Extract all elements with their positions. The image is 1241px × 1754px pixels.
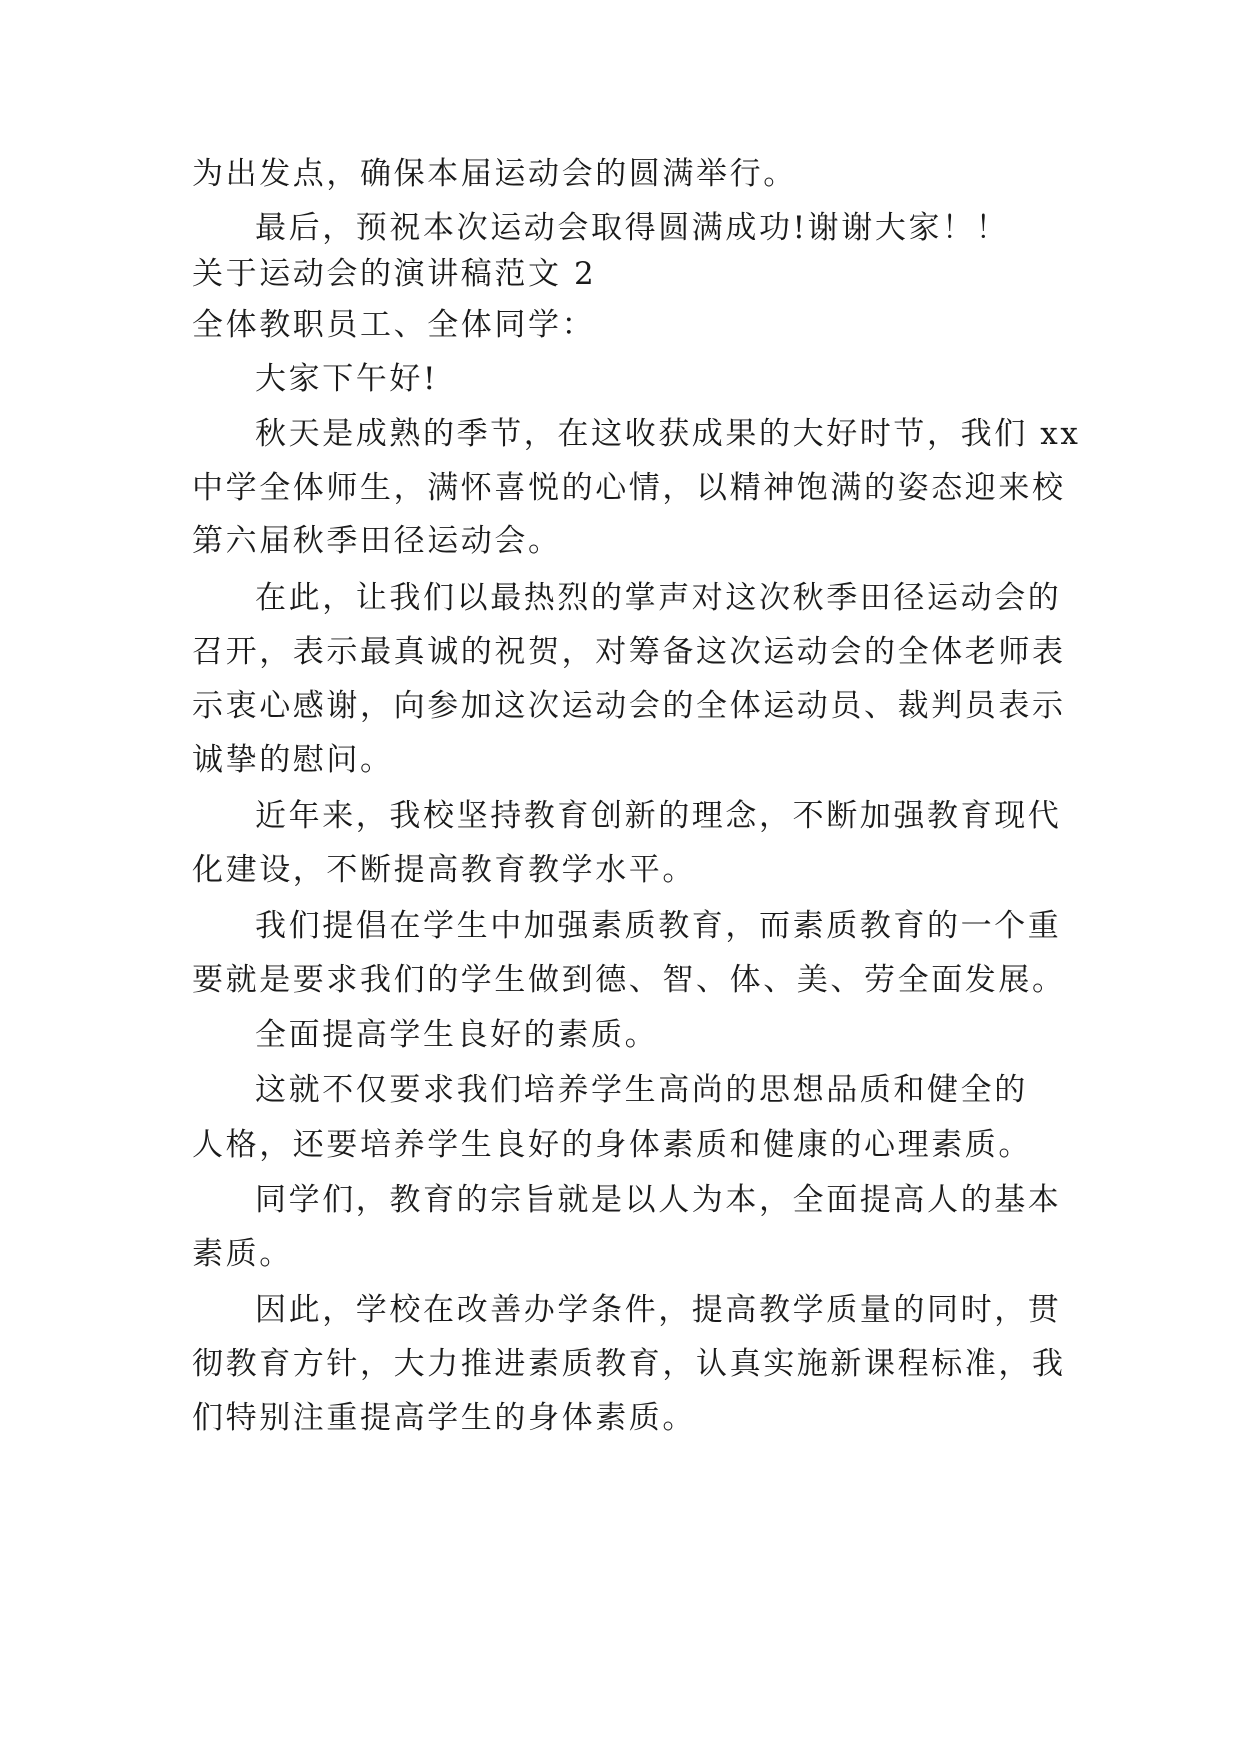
text-line: 为出发点，确保本届运动会的圆满举行。 bbox=[192, 156, 797, 192]
text-line: 第六届秋季田径运动会。 bbox=[192, 523, 562, 559]
text-line: 秋天是成熟的季节，在这收获成果的大好时节，我们 xx bbox=[255, 416, 1081, 452]
text-line: 这就不仅要求我们培养学生高尚的思想品质和健全的 bbox=[255, 1072, 1028, 1108]
text-line: 彻教育方针，大力推进素质教育，认真实施新课程标准，我 bbox=[192, 1346, 1066, 1382]
text-line: 人格，还要培养学生良好的身体素质和健康的心理素质。 bbox=[192, 1127, 1032, 1163]
text-line: 们特别注重提高学生的身体素质。 bbox=[192, 1400, 696, 1436]
text-line: 我们提倡在学生中加强素质教育，而素质教育的一个重 bbox=[255, 908, 1062, 944]
text-line: 素质。 bbox=[192, 1236, 293, 1272]
text-line: 在此，让我们以最热烈的掌声对这次秋季田径运动会的 bbox=[255, 580, 1062, 616]
text-line: 同学们，教育的宗旨就是以人为本，全面提高人的基本 bbox=[255, 1182, 1062, 1218]
text-line: 最后，预祝本次运动会取得圆满成功!谢谢大家！！ bbox=[255, 210, 1010, 246]
text-line: 化建设，不断提高教育教学水平。 bbox=[192, 852, 696, 888]
salutation: 全体教职员工、全体同学： bbox=[192, 307, 596, 343]
text-line: 诚挚的慰问。 bbox=[192, 742, 394, 778]
section-heading: 关于运动会的演讲稿范文 2 bbox=[192, 256, 597, 292]
greeting: 大家下午好! bbox=[255, 361, 439, 397]
text-line: 因此，学校在改善办学条件，提高教学质量的同时，贯 bbox=[255, 1292, 1062, 1328]
text-line: 近年来，我校坚持教育创新的理念，不断加强教育现代 bbox=[255, 798, 1062, 834]
text-line: 示衷心感谢，向参加这次运动会的全体运动员、裁判员表示 bbox=[192, 688, 1066, 724]
text-line: 全面提高学生良好的素质。 bbox=[255, 1017, 659, 1053]
text-line: 要就是要求我们的学生做到德、智、体、美、劳全面发展。 bbox=[192, 962, 1066, 998]
text-line: 中学全体师生，满怀喜悦的心情，以精神饱满的姿态迎来校 bbox=[192, 470, 1066, 506]
text-line: 召开，表示最真诚的祝贺，对筹备这次运动会的全体老师表 bbox=[192, 634, 1066, 670]
